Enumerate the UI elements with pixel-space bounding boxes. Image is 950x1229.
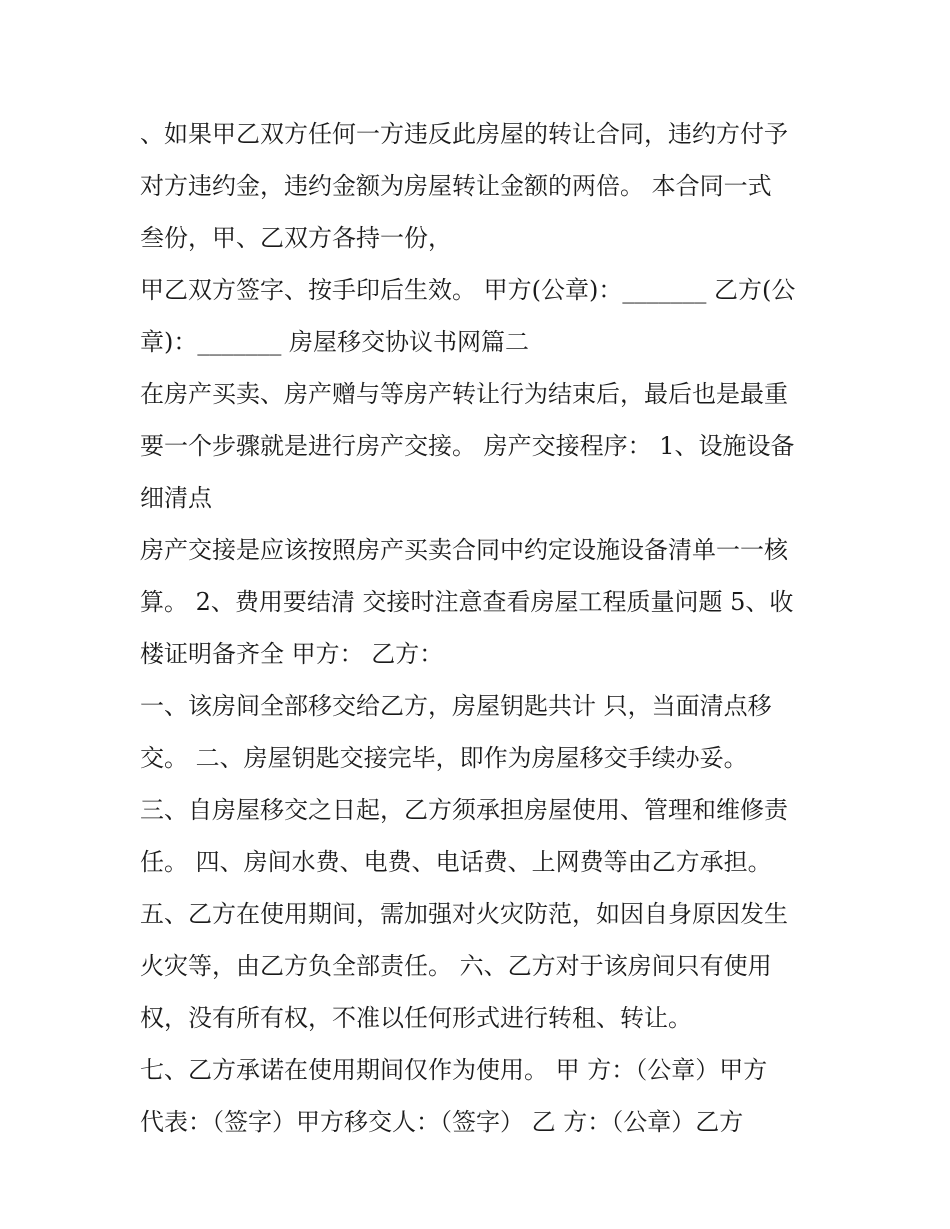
text-line-16: 五、乙方在使用期间，需加强对火灾防范，如因自身原因发生 [140, 900, 788, 928]
text-line-5: 章)：_______ 房屋移交协议书网篇二 [140, 328, 529, 356]
text-line-8: 细清点 [140, 484, 212, 512]
text-line-13: 交。 二、房屋钥匙交接完毕，即作为房屋移交手续办妥。 [140, 744, 748, 772]
text-line-17: 火灾等，由乙方负全部责任。 六、乙方对于该房间只有使用 [140, 952, 772, 980]
text-line-14: 三、自房屋移交之日起，乙方须承担房屋使用、管理和维修责 [140, 796, 788, 824]
text-line-6: 在房产买卖、房产赠与等房产转让行为结束后，最后也是最重 [140, 380, 788, 408]
text-line-12: 一、该房间全部移交给乙方，房屋钥匙共计 只，当面清点移 [140, 692, 772, 720]
text-line-11: 楼证明备齐全 甲方： 乙方： [140, 640, 444, 668]
document-body [140, 108, 820, 1148]
text-line-1: 、如果甲乙双方任何一方违反此房屋的转让合同，违约方付予 [140, 120, 788, 148]
text-line-2: 对方违约金，违约金额为房屋转让金额的两倍。 本合同一式 [140, 172, 772, 200]
text-line-10: 算。 2、费用要结清 交接时注意查看房屋工程质量问题 5、收 [140, 588, 794, 616]
text-line-15: 任。 四、房间水费、电费、电话费、上网费等由乙方承担。 [140, 848, 772, 876]
text-line-7: 要一个步骤就是进行房产交接。 房产交接程序： 1、设施设备 [140, 432, 795, 460]
text-line-3: 叁份，甲、乙双方各持一份， [140, 224, 452, 252]
text-line-18: 权，没有所有权，不准以任何形式进行转租、转让。 [140, 1004, 692, 1032]
text-line-20: 代表：（签字）甲方移交人：（签字） 乙 方：（公章）乙方 [140, 1108, 744, 1136]
text-line-9: 房产交接是应该按照房产买卖合同中约定设施设备清单一一核 [140, 536, 788, 564]
text-line-4: 甲乙双方签字、按手印后生效。 甲方(公章)：_______ 乙方(公 [140, 276, 796, 304]
text-line-19: 七、乙方承诺在使用期间仅作为使用。 甲 方：（公章）甲方 [140, 1056, 768, 1084]
